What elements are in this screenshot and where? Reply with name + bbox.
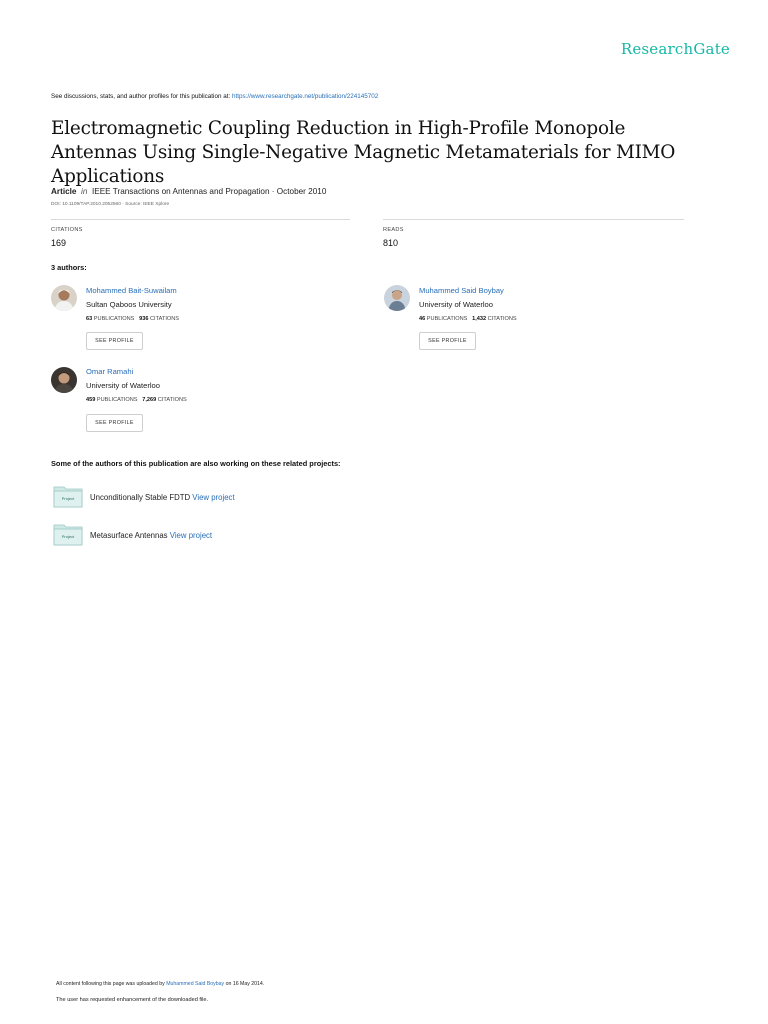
citations-value: 169 [51,238,67,248]
citations-label: CITATIONS [51,227,83,233]
enhancement-note: The user has requested enhancement of the downloaded file. [56,997,209,1003]
author-photo-icon [51,367,77,393]
see-discussions-text: See discussions, stats, and author profiles for this publication at: [51,93,231,100]
publication-type: Article [51,187,77,196]
reads-divider [383,219,684,220]
citations-label: CITATIONS [150,316,180,322]
publications-label: PUBLICATIONS [426,316,468,322]
see-profile-button[interactable]: SEE PROFILE [419,332,476,350]
journal-name: IEEE Transactions on Antennas and Propagation · October 2010 [91,187,327,196]
avatar[interactable] [384,285,410,311]
author-name[interactable]: Omar Ramahi [86,367,134,376]
authors-heading: 3 authors: [51,263,87,272]
author-institution: University of Waterloo [419,300,493,309]
publication-title: Electromagnetic Coupling Reduction in High-Profile Monopole Antennas Using Single-Negative Magnetic Metamaterials for MIMO Applications [51,118,676,187]
researchgate-logo[interactable]: ResearchGate [620,40,730,58]
reads-value: 810 [383,238,399,248]
publications-count: 46 [419,316,426,322]
project-name: Metasurface Antennas [90,531,168,540]
project-name: Unconditionally Stable FDTD [90,493,191,502]
project-icon-label: Project [61,496,75,501]
upload-prefix: All content following this page was uploaded by [56,981,165,987]
publications-count: 459 [86,397,96,403]
view-project-link[interactable]: View project [192,493,235,502]
publication-url-line [51,93,378,100]
publications-label: PUBLICATIONS [93,316,135,322]
publication-url-link[interactable]: https://www.researchgate.net/publication/224145702 [231,93,379,100]
citations-count: 7,269 [142,397,157,403]
citations-label: CITATIONS [157,397,187,403]
in-word: in [81,187,88,196]
author-name[interactable]: Mohammed Bait-Suwailam [86,286,177,295]
author-institution: Sultan Qaboos University [86,300,172,309]
citations-divider [51,219,350,220]
avatar[interactable] [51,367,77,393]
publications-count: 63 [86,316,93,322]
see-profile-button[interactable]: SEE PROFILE [86,332,143,350]
upload-note [56,981,264,987]
upload-suffix: on 16 May 2014. [225,981,265,987]
author-name[interactable]: Muhammed Said Boybay [419,286,504,295]
project-item [90,531,212,540]
publications-label: PUBLICATIONS [96,397,138,403]
author-stats [86,397,187,403]
author-institution: University of Waterloo [86,381,160,390]
project-folder-icon[interactable] [53,484,83,508]
citations-label: CITATIONS [487,316,517,322]
citations-count: 936 [139,316,149,322]
author-photo-icon [384,285,410,311]
project-folder-icon[interactable] [53,522,83,546]
view-project-link[interactable]: View project [169,531,213,540]
see-profile-button[interactable]: SEE PROFILE [86,414,143,432]
avatar[interactable] [51,285,77,311]
publication-meta [51,187,326,196]
project-item [90,493,235,502]
uploader-link[interactable]: Muhammed Said Boybay [166,981,225,987]
author-stats [86,316,179,322]
doi-line: DOI: 10.1109/TAP.2010.2052560 · Source: IEEE Xplore [51,202,170,207]
author-photo-icon [51,285,77,311]
author-stats [419,316,517,322]
related-projects-heading: Some of the authors of this publication are also working on these related projects: [51,459,341,468]
reads-label: READS [383,227,404,233]
project-icon-label: Project [61,534,75,539]
citations-count: 1,432 [472,316,487,322]
